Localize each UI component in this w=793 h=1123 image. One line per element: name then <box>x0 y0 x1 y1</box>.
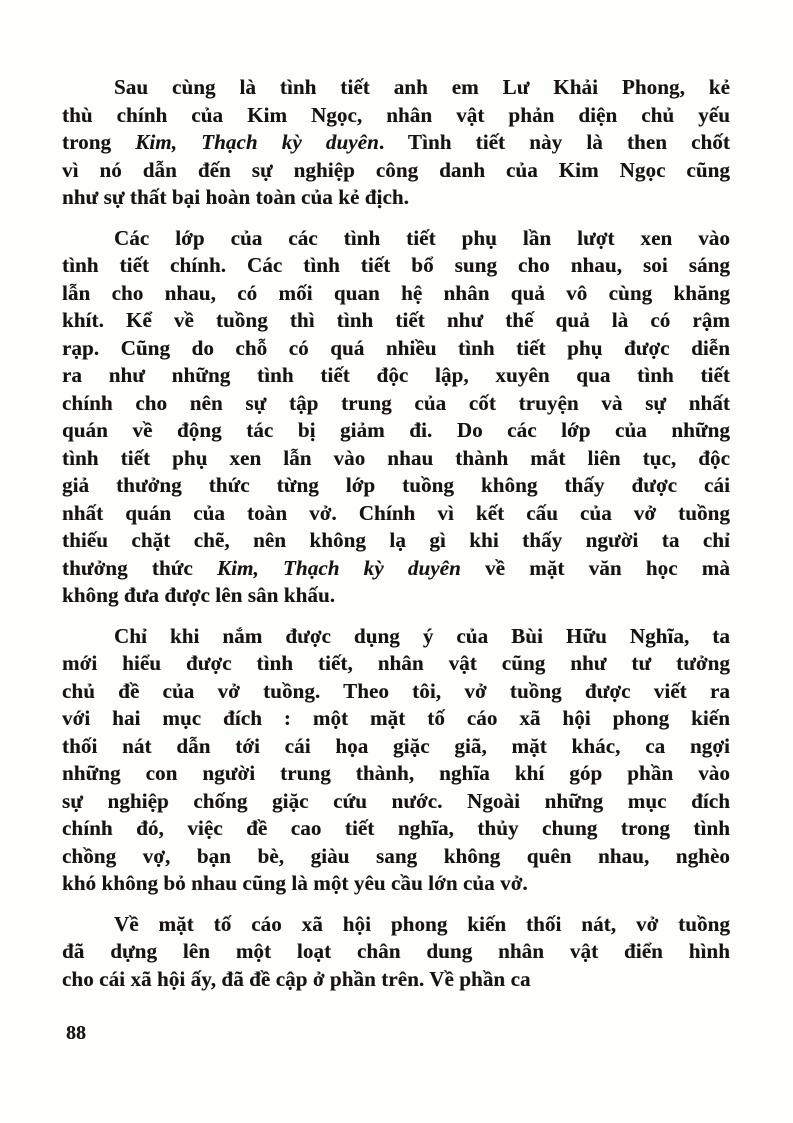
text-line: đã dựng lên một loạt chân dung nhân vật điển hình <box>62 939 730 963</box>
paragraph <box>62 623 730 898</box>
text-line: khó không bỏ nhau cũng là một yêu cầu lớn của vở. <box>62 871 528 895</box>
text-line: rạp. Cũng do chỗ có quá nhiều tình tiết phụ được diễn <box>62 335 730 360</box>
page-number: 88 <box>66 1022 86 1044</box>
text-line: mới hiểu được tình tiết, nhân vật cũng như tư tưởng <box>62 651 730 675</box>
text-line: những con người trung thành, nghĩa khí góp phần vào <box>62 761 730 785</box>
text-line: sự nghiệp chống giặc cứu nước. Ngoài những mục đích <box>62 788 730 813</box>
book-title-italic: Kim, Thạch kỳ duyên <box>135 130 379 154</box>
text-line: chính cho nên sự tập trung của cốt truyện và sự nhất <box>62 390 730 415</box>
text-line: với hai mục đích : một mặt tố cáo xã hội phong kiến <box>62 706 730 730</box>
text-line: thiếu chặt chẽ, nên không lạ gì khi thấy người ta chỉ <box>62 528 730 552</box>
text-line: Các lớp của các tình tiết phụ lần lượt xen vào <box>114 225 730 250</box>
text-line: cho cái xã hội ấy, đã đề cập ở phần trên. Về phần ca <box>62 966 531 991</box>
text-line: Chỉ khi nắm được dụng ý của Bùi Hữu Nghĩa, ta <box>114 623 730 648</box>
text-line: ra như những tình tiết độc lập, xuyên qua tình tiết <box>62 363 730 387</box>
text-line: Về mặt tố cáo xã hội phong kiến thối nát, vở tuồng <box>114 911 730 936</box>
text-line: không đưa được lên sân khấu. <box>62 583 336 607</box>
text-line: trong Kim, Thạch kỳ duyên. Tình tiết này là then chốt <box>62 130 731 154</box>
text-line: như sự thất bại hoàn toàn của kẻ địch. <box>62 185 410 209</box>
text-block <box>62 74 730 1006</box>
text-line: nhất quán của toàn vở. Chính vì kết cấu của vở tuồng <box>62 500 730 525</box>
text-line: thù chính của Kim Ngọc, nhân vật phản diện chủ yếu <box>62 102 730 127</box>
text-line: thối nát dẫn tới cái họa giặc giã, mặt khác, ca ngợi <box>62 733 730 758</box>
paragraph <box>62 74 730 212</box>
text-line: thưởng thức Kim, Thạch kỳ duyên về mặt văn học mà <box>62 555 730 580</box>
text-line: tình tiết phụ xen lẫn vào nhau thành mắt liên tục, độc <box>62 445 730 470</box>
book-title-italic: Kim, Thạch kỳ duyên <box>217 555 461 580</box>
text-line: vì nó dẫn đến sự nghiệp công danh của Kim Ngọc cũng <box>62 157 730 182</box>
text-line: tình tiết chính. Các tình tiết bổ sung cho nhau, soi sáng <box>62 253 730 277</box>
text-line: chồng vợ, bạn bè, giàu sang không quên nhau, nghèo <box>62 843 730 868</box>
paragraph <box>62 911 730 994</box>
text-line: chủ đề của vở tuồng. Theo tôi, vở tuồng được viết ra <box>62 678 730 703</box>
text-line: giả thưởng thức từng lớp tuồng không thấy được cái <box>62 473 730 497</box>
paragraph <box>62 225 730 610</box>
text-line: lẫn cho nhau, có mối quan hệ nhân quả vô cùng khăng <box>62 280 730 305</box>
text-line: khít. Kể về tuồng thì tình tiết như thế quả là có rậm <box>62 308 730 332</box>
text-line: Sau cùng là tình tiết anh em Lư Khải Phong, kẻ <box>114 75 730 99</box>
text-line: quán về động tác bị giảm đi. Do các lớp của những <box>62 418 730 442</box>
text-line: chính đó, việc đề cao tiết nghĩa, thủy chung trong tình <box>62 816 730 840</box>
